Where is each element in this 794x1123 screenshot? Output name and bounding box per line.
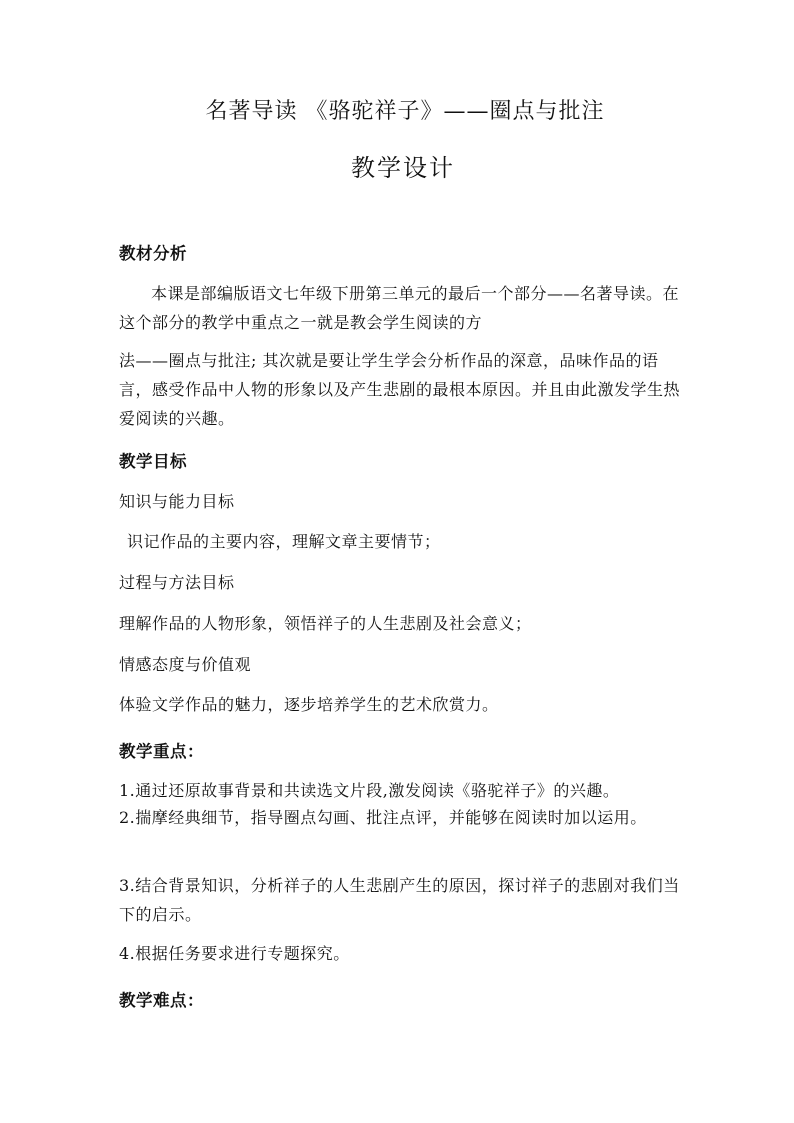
keypoint-item-1: 1.通过还原故事背景和共读选文片段,激发阅读《骆驼祥子》的兴趣。 [119, 781, 620, 800]
goal-emotion-title: 情感态度与价值观 [119, 655, 252, 674]
section-heading-difficulties: 教学难点： [119, 991, 204, 1010]
keypoint-item-4: 4.根据任务要求进行专题探究。 [119, 944, 350, 963]
goal-knowledge-title: 知识与能力目标 [119, 492, 235, 511]
keypoint-item-3: 3.结合背景知识，分析祥子的人生悲剧产生的原因，探讨祥子的悲剧对我们当下的启示。 [119, 876, 680, 924]
goal-process-title: 过程与方法目标 [119, 573, 235, 592]
section-heading-goals: 教学目标 [119, 452, 187, 471]
document-title: 名著导读 《骆驼祥子》——圈点与批注 [205, 99, 605, 124]
section-heading-keypoints: 教学重点： [119, 742, 204, 761]
goal-process-text: 理解作品的人物形象，领悟祥子的人生悲剧及社会意义； [119, 614, 532, 633]
document-subtitle: 教学设计 [351, 154, 455, 182]
keypoint-item-2: 2.揣摩经典细节，指导圈点勾画、批注点评，并能够在阅读时加以运用。 [119, 808, 647, 827]
section-heading-analysis: 教材分析 [119, 244, 187, 263]
goal-emotion-text: 体验文学作品的魅力，逐步培养学生的艺术欣赏力。 [119, 695, 499, 714]
analysis-paragraph-2: 法——圈点与批注; 其次就是要让学生学会分析作品的深意，品味作品的语言，感受作品中人物的形象以及产生悲剧的最根本原因。并且由此激发学生热爱阅读的兴趣。 [119, 351, 681, 428]
goal-knowledge-text: 识记作品的主要内容，理解文章主要情节； [127, 532, 441, 551]
analysis-paragraph-1: 本课是部编版语文七年级下册第三单元的最后一个部分——名著导读。在这个部分的教学中重点之一就是教会学生阅读的方 [119, 284, 680, 332]
